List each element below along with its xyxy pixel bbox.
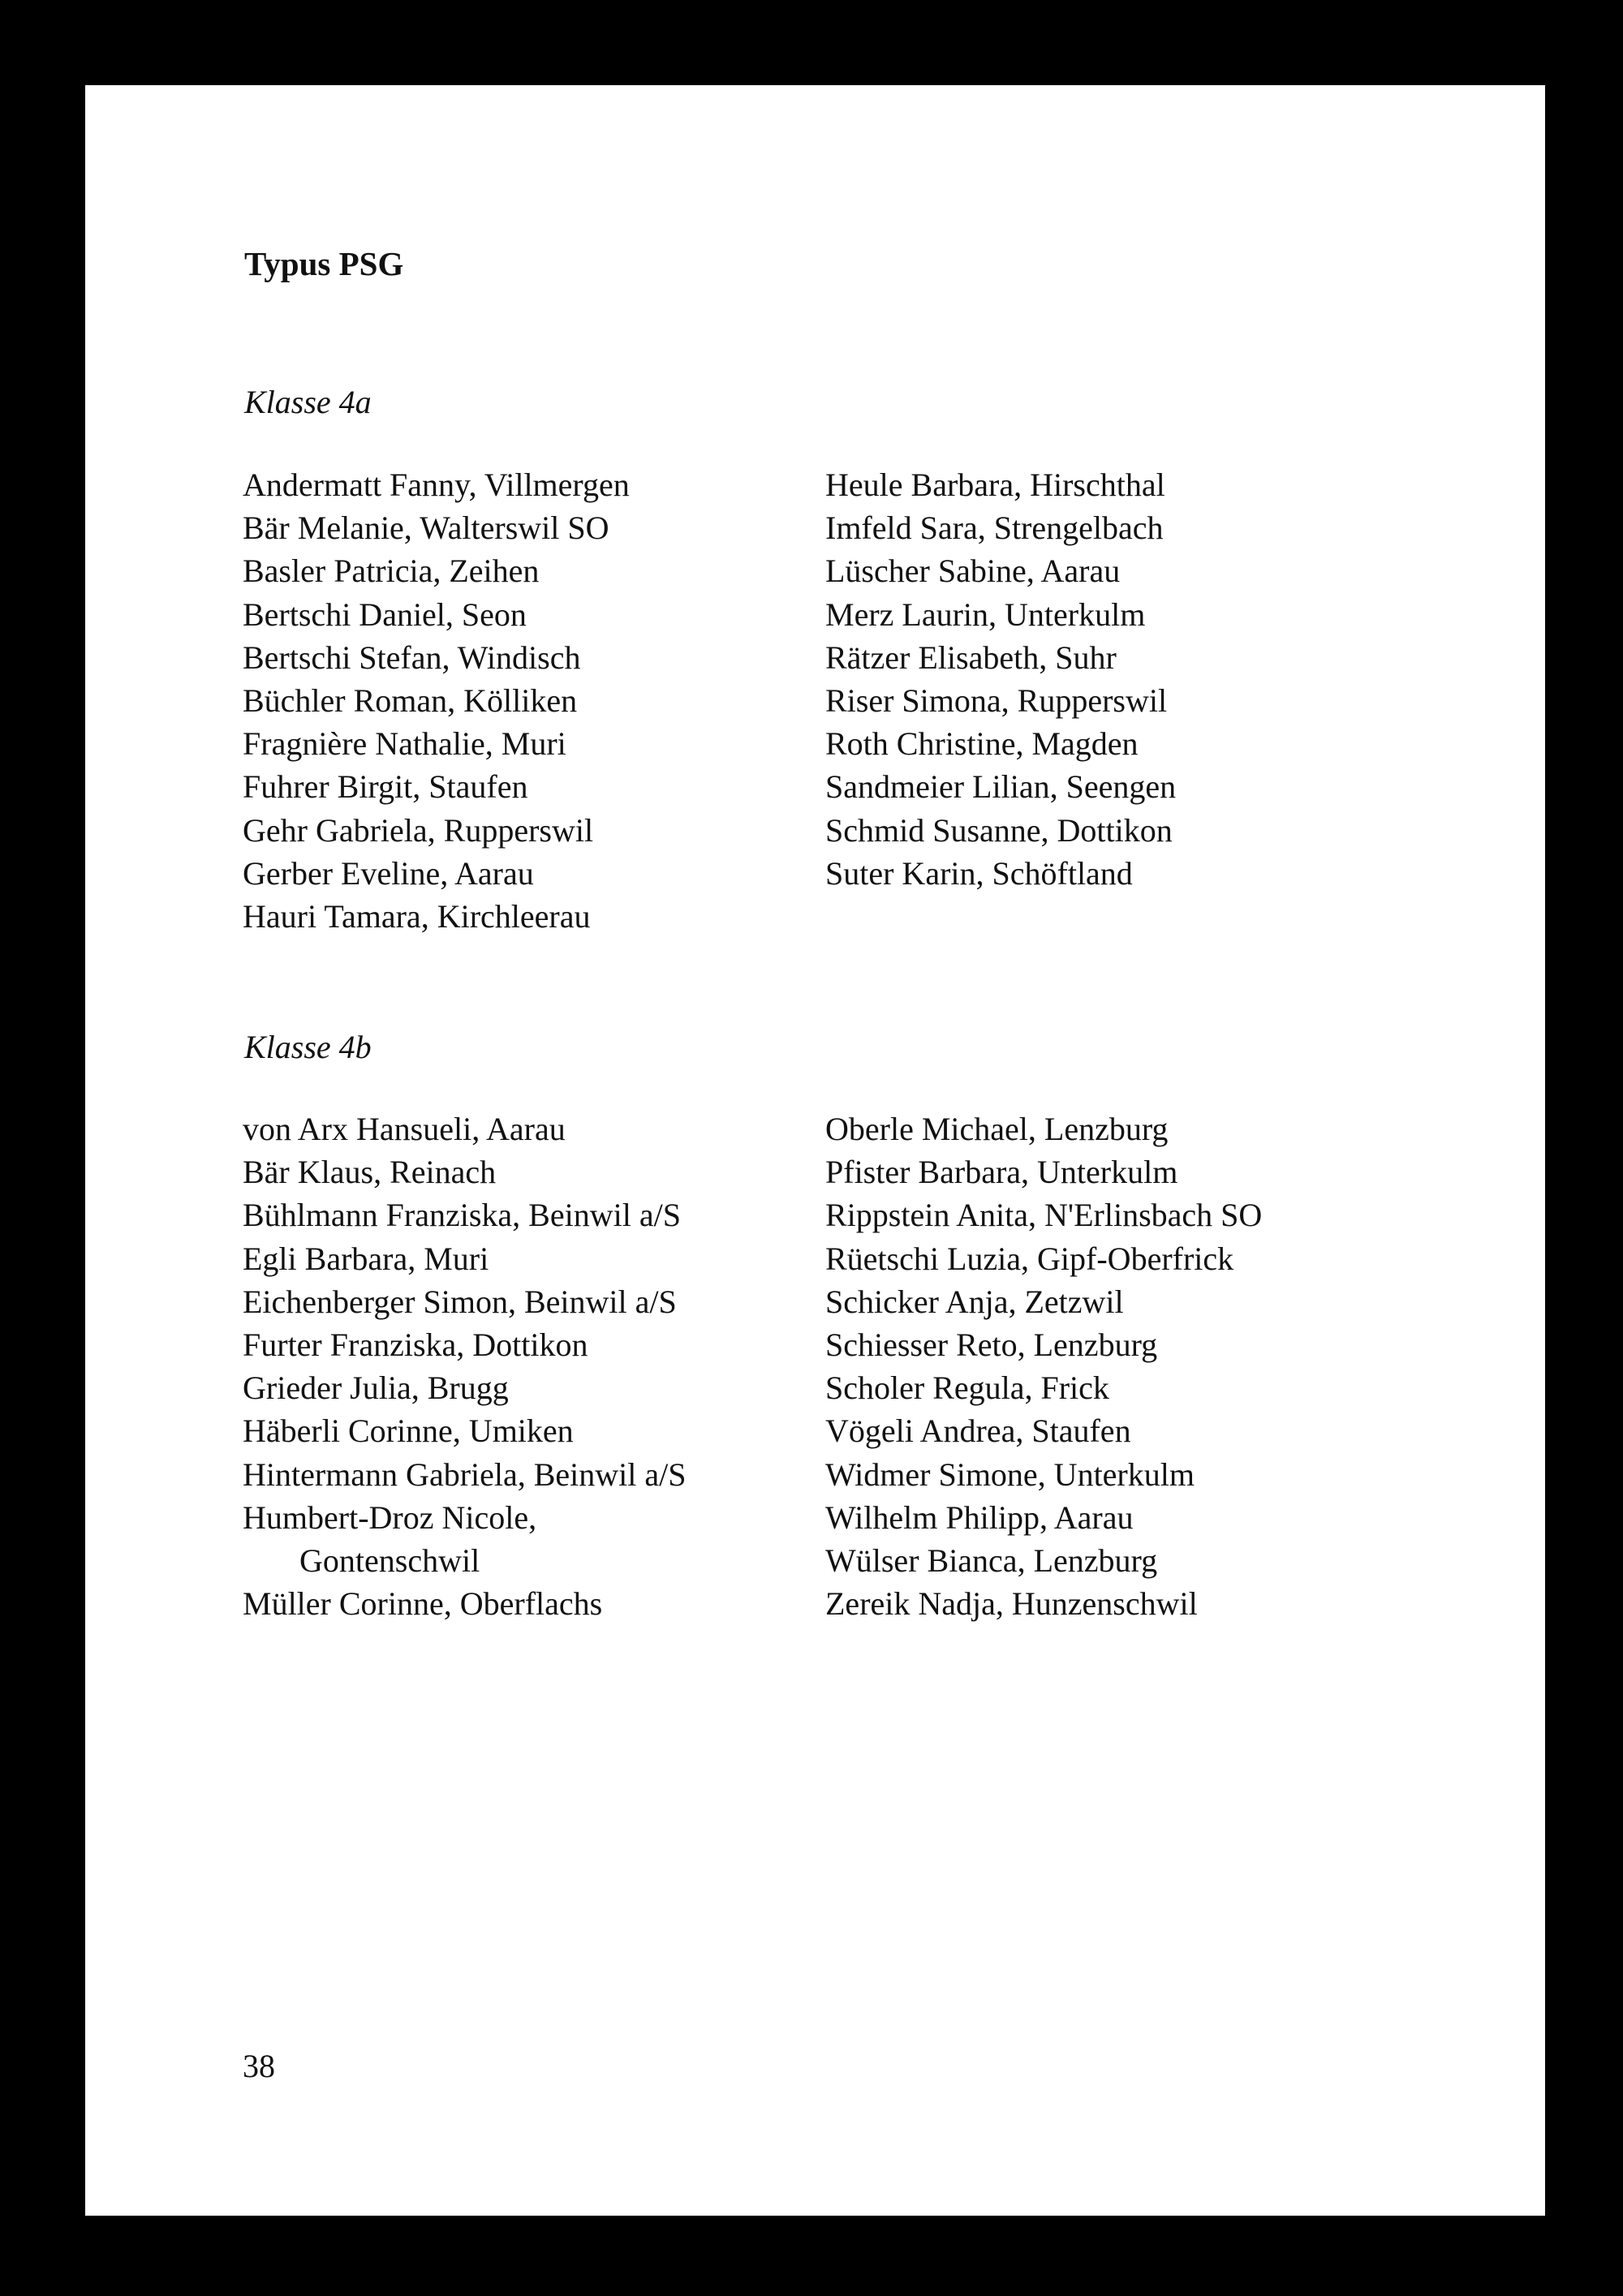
- list-item: Egli Barbara, Muri: [243, 1240, 489, 1277]
- list-item: Wilhelm Philipp, Aarau: [825, 1498, 1134, 1536]
- list-item-continuation: Gontenschwil: [299, 1542, 480, 1580]
- list-item: Furter Franziska, Dottikon: [243, 1326, 588, 1364]
- list-item: Grieder Julia, Brugg: [243, 1369, 509, 1407]
- class-4a-list-right: [825, 463, 1176, 895]
- list-item: Müller Corinne, Oberflachs: [243, 1585, 603, 1623]
- list-item: Eichenberger Simon, Beinwil a/S: [243, 1283, 677, 1320]
- list-item: Büchler Roman, Kölliken: [243, 682, 578, 720]
- list-item: Scholer Regula, Frick: [825, 1369, 1109, 1407]
- class-title-4b: Klasse 4b: [244, 1029, 372, 1065]
- document-page: [85, 85, 1545, 2216]
- list-item: Pfister Barbara, Unterkulm: [825, 1154, 1178, 1191]
- list-item: Gehr Gabriela, Rupperswil: [243, 811, 594, 849]
- list-item-name: Humbert-Droz Nicole,: [243, 1498, 537, 1536]
- list-item: Sandmeier Lilian, Seengen: [825, 768, 1177, 806]
- list-item: Andermatt Fanny, Villmergen: [243, 467, 630, 503]
- list-item: Bär Melanie, Walterswil SO: [243, 510, 609, 547]
- list-item: Suter Karin, Schöftland: [825, 854, 1133, 892]
- list-item: Schicker Anja, Zetzwil: [825, 1283, 1124, 1320]
- list-item: Lüscher Sabine, Aarau: [825, 553, 1121, 590]
- list-item: Fuhrer Birgit, Staufen: [243, 768, 528, 806]
- class-4a-list-left: [243, 463, 630, 938]
- list-item: Häberli Corinne, Umiken: [243, 1412, 574, 1450]
- list-item: Rätzer Elisabeth, Suhr: [825, 638, 1117, 676]
- list-item: Riser Simona, Rupperswil: [825, 682, 1168, 720]
- list-item: Schiesser Reto, Lenzburg: [825, 1326, 1158, 1364]
- page-number: 38: [243, 2048, 275, 2084]
- list-item: Merz Laurin, Unterkulm: [825, 595, 1146, 633]
- class-title-4a: Klasse 4a: [244, 384, 372, 420]
- list-item: Bühlmann Franziska, Beinwil a/S: [243, 1197, 681, 1234]
- list-item: Imfeld Sara, Strengelbach: [825, 510, 1164, 547]
- list-item: Oberle Michael, Lenzburg: [825, 1111, 1169, 1147]
- list-item: Fragnière Nathalie, Muri: [243, 725, 566, 763]
- list-item: Rippstein Anita, N'Erlinsbach SO: [825, 1197, 1263, 1234]
- list-item: Bertschi Stefan, Windisch: [243, 638, 581, 676]
- section-heading: Typus PSG: [244, 245, 404, 282]
- list-item: Rüetschi Luzia, Gipf-Oberfrick: [825, 1240, 1234, 1277]
- list-item: Basler Patricia, Zeihen: [243, 553, 540, 590]
- class-4b-list-left: [243, 1107, 687, 1625]
- list-item: Hintermann Gabriela, Beinwil a/S: [243, 1455, 687, 1493]
- list-item: Gerber Eveline, Aarau: [243, 854, 534, 892]
- list-item: Hauri Tamara, Kirchleerau: [243, 898, 591, 935]
- list-item: Heule Barbara, Hirschthal: [825, 467, 1165, 503]
- list-item: Bertschi Daniel, Seon: [243, 595, 527, 633]
- list-item: Bär Klaus, Reinach: [243, 1154, 497, 1191]
- list-item: von Arx Hansueli, Aarau: [243, 1111, 566, 1147]
- list-item: Widmer Simone, Unterkulm: [825, 1455, 1195, 1493]
- list-item: Vögeli Andrea, Staufen: [825, 1412, 1131, 1450]
- list-item: Wülser Bianca, Lenzburg: [825, 1542, 1158, 1580]
- list-item: Zereik Nadja, Hunzenschwil: [825, 1585, 1198, 1623]
- list-item: Schmid Susanne, Dottikon: [825, 811, 1173, 849]
- list-item: Roth Christine, Magden: [825, 725, 1139, 763]
- list-item: [243, 1496, 687, 1582]
- class-4b-list-right: [825, 1107, 1262, 1625]
